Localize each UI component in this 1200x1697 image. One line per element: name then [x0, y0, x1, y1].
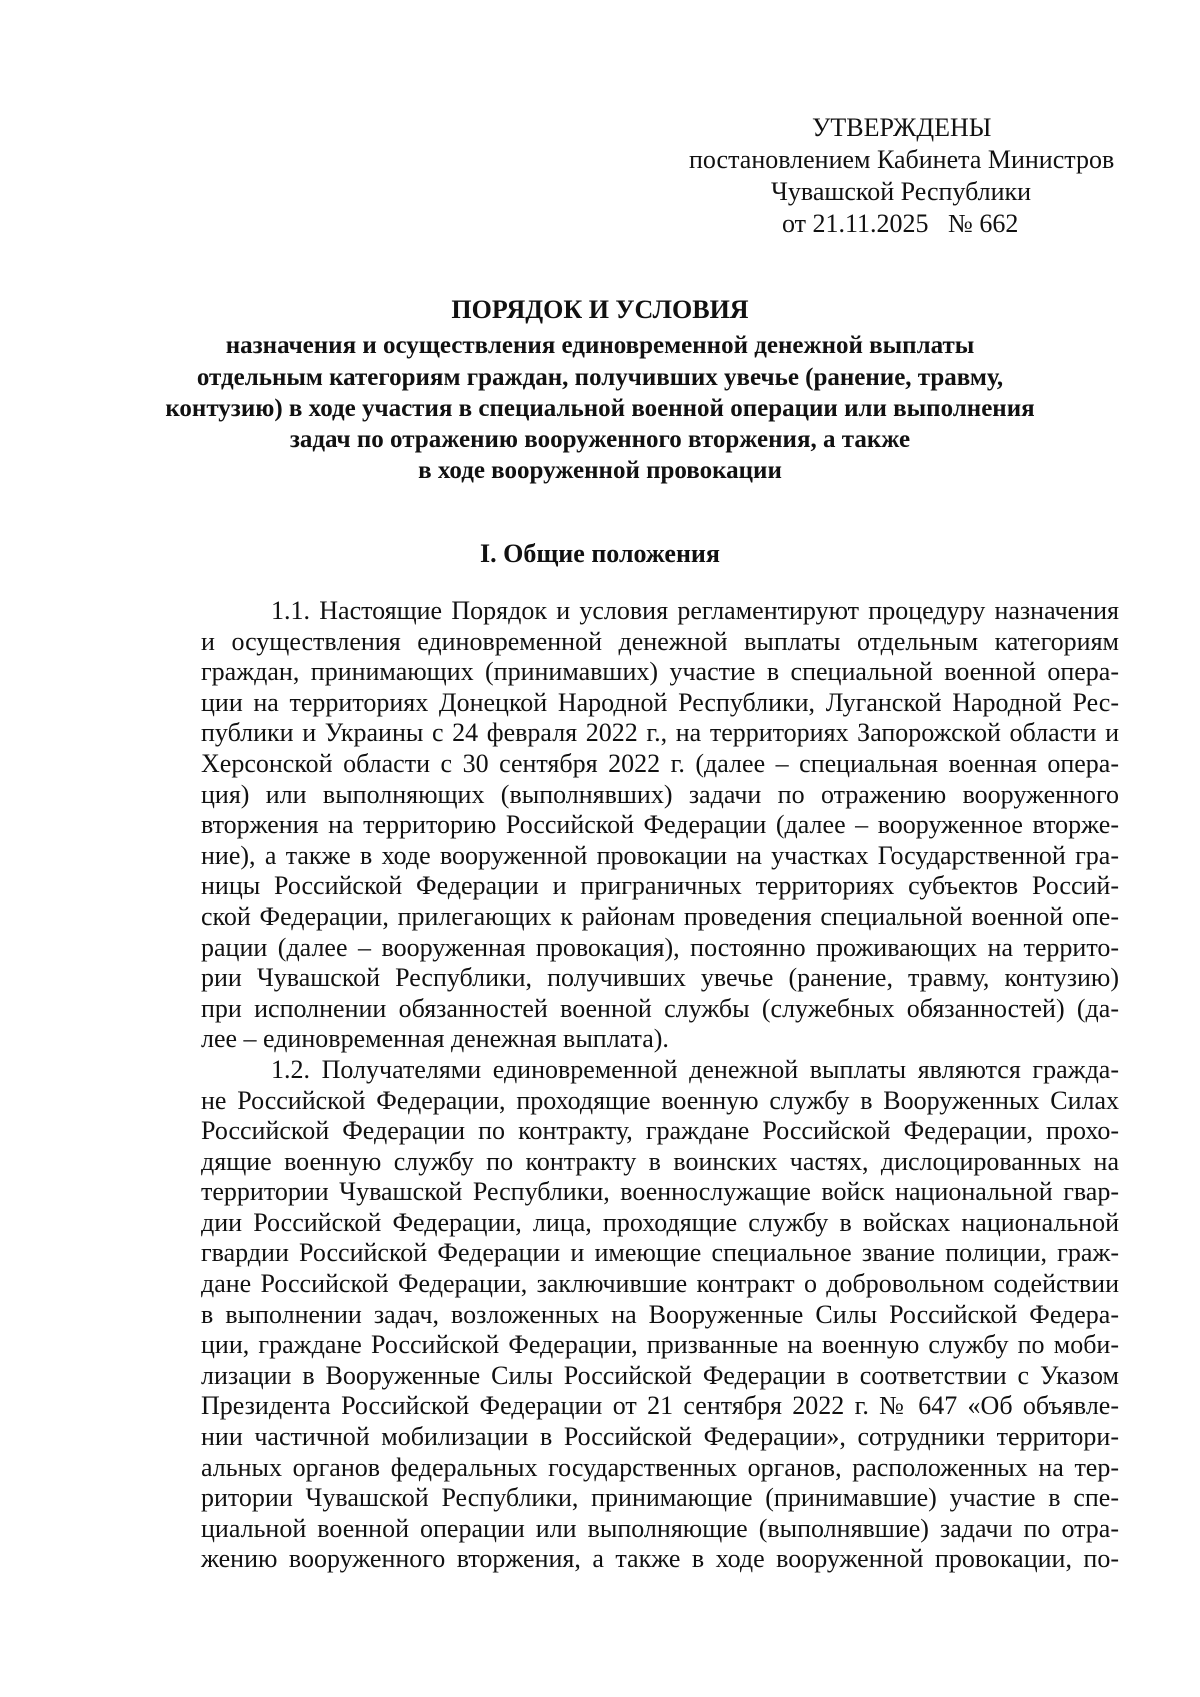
- paragraph-line: 1.1. Настоящие Порядок и условия регламентируют процедуру назначения: [271, 596, 1119, 625]
- paragraph-line: ции на территориях Донецкой Народной Республики, Луганской Народной Рес-: [201, 687, 1119, 717]
- paragraph-line: дии Российской Федерации, лица, проходящие службу в войсках национальной: [201, 1207, 1119, 1237]
- paragraph-line: гвардии Российской Федерации и имеющие специальное звание полиции, граж-: [201, 1238, 1119, 1268]
- paragraph-line: лее – единовременная денежная выплата).: [201, 1024, 669, 1054]
- paragraph-line: ницы Российской Федерации и приграничных территориях субъектов Россий-: [201, 871, 1119, 901]
- paragraph-line: дящие военную службу по контракту в воинских частях, дислоцированных на: [201, 1146, 1119, 1176]
- paragraph-line: не Российской Федерации, проходящие военную службу в Вооруженных Силах: [201, 1085, 1119, 1115]
- paragraph-line: при исполнении обязанностей военной службы (служебных обязанностей) (да-: [201, 993, 1119, 1023]
- paragraph-line: дане Российской Федерации, заключившие контракт о добровольном содействии: [201, 1269, 1119, 1299]
- paragraph-line: жению вооруженного вторжения, а также в ходе вооруженной провокации, по-: [201, 1544, 1119, 1574]
- title-line-4: задач по отражению вооруженного вторжения, а также: [289, 426, 911, 453]
- paragraph-line: альных органов федеральных государственных органов, расположенных на тер-: [201, 1452, 1119, 1482]
- paragraph-line: и осуществления единовременной денежной выплаты отдельным категориям: [201, 626, 1119, 656]
- approval-date-number: от 21.11.2025 № 662: [782, 209, 1019, 238]
- paragraph-line: Президента Российской Федерации от 21 сентября 2022 г. № 647 «Об объявле-: [201, 1391, 1119, 1421]
- approval-stamp: [0, 113, 1200, 243]
- paragraph-line: публики и Украины с 24 февраля 2022 г., на территориях Запорожской области и: [201, 718, 1119, 748]
- paragraph-line: нии частичной мобилизации в Российской Федерации», сотрудники территори-: [201, 1422, 1119, 1452]
- approval-heading: УТВЕРЖДЕНЫ: [812, 113, 992, 142]
- title-line-1: назначения и осуществления единовременной денежной выплаты: [225, 332, 975, 359]
- paragraph-line: граждан, принимающих (принимавших) участие в специальной военной опера-: [201, 657, 1119, 687]
- paragraph-line: ритории Чувашской Республики, принимающие (принимавшие) участие в спе-: [201, 1483, 1119, 1513]
- title-line-5: в ходе вооруженной провокации: [418, 457, 782, 484]
- paragraph-line: в выполнении задач, возложенных на Вооруженные Силы Российской Федера-: [201, 1299, 1119, 1329]
- paragraph-line: циальной военной операции или выполняющие (выполнявшие) задачи по отра-: [201, 1513, 1119, 1543]
- paragraph-line: лизации в Вооруженные Силы Российской Федерации в соответствии с Указом: [201, 1360, 1119, 1390]
- paragraph-line: ние), а также в ходе вооруженной провокации на участках Государственной гра-: [201, 840, 1119, 870]
- paragraph-line: Херсонской области с 30 сентября 2022 г. (далее – специальная военная опера-: [201, 748, 1119, 778]
- title-line-3: контузию) в ходе участия в специальной военной операции или выполнения: [165, 395, 1035, 422]
- paragraph-line: ции, граждане Российской Федерации, призванные на военную службу по моби-: [201, 1330, 1119, 1360]
- paragraph-line: ской Федерации, прилегающих к районам проведения специальной военной опе-: [201, 901, 1119, 931]
- paragraph-line: Российской Федерации по контракту, граждане Российской Федерации, прохо-: [201, 1116, 1119, 1146]
- document-body: [201, 596, 1119, 1575]
- paragraph-line: рации (далее – вооруженная провокация), постоянно проживающих на террито-: [201, 932, 1119, 962]
- approval-region: Чувашской Республики: [771, 177, 1032, 206]
- title-line-2: отдельным категориям граждан, получивших увечье (ранение, травму,: [196, 364, 1004, 391]
- paragraph-line: территории Чувашской Республики, военнослужащие войск национальной гвар-: [201, 1177, 1119, 1207]
- paragraph-line: рии Чувашской Республики, получивших увечье (ранение, травму, контузию): [201, 963, 1119, 993]
- approval-issuer: постановлением Кабинета Министров: [689, 145, 1115, 174]
- title-main: ПОРЯДОК И УСЛОВИЯ: [451, 295, 749, 324]
- paragraph-line: вторжения на территорию Российской Федерации (далее – вооруженное вторже-: [201, 810, 1119, 840]
- section-heading: I. Общие положения: [480, 539, 720, 568]
- paragraph-line: 1.2. Получателями единовременной денежной выплаты являются гражда-: [271, 1054, 1119, 1084]
- paragraph-line: ция) или выполняющих (выполнявших) задачи по отражению вооруженного: [201, 779, 1119, 809]
